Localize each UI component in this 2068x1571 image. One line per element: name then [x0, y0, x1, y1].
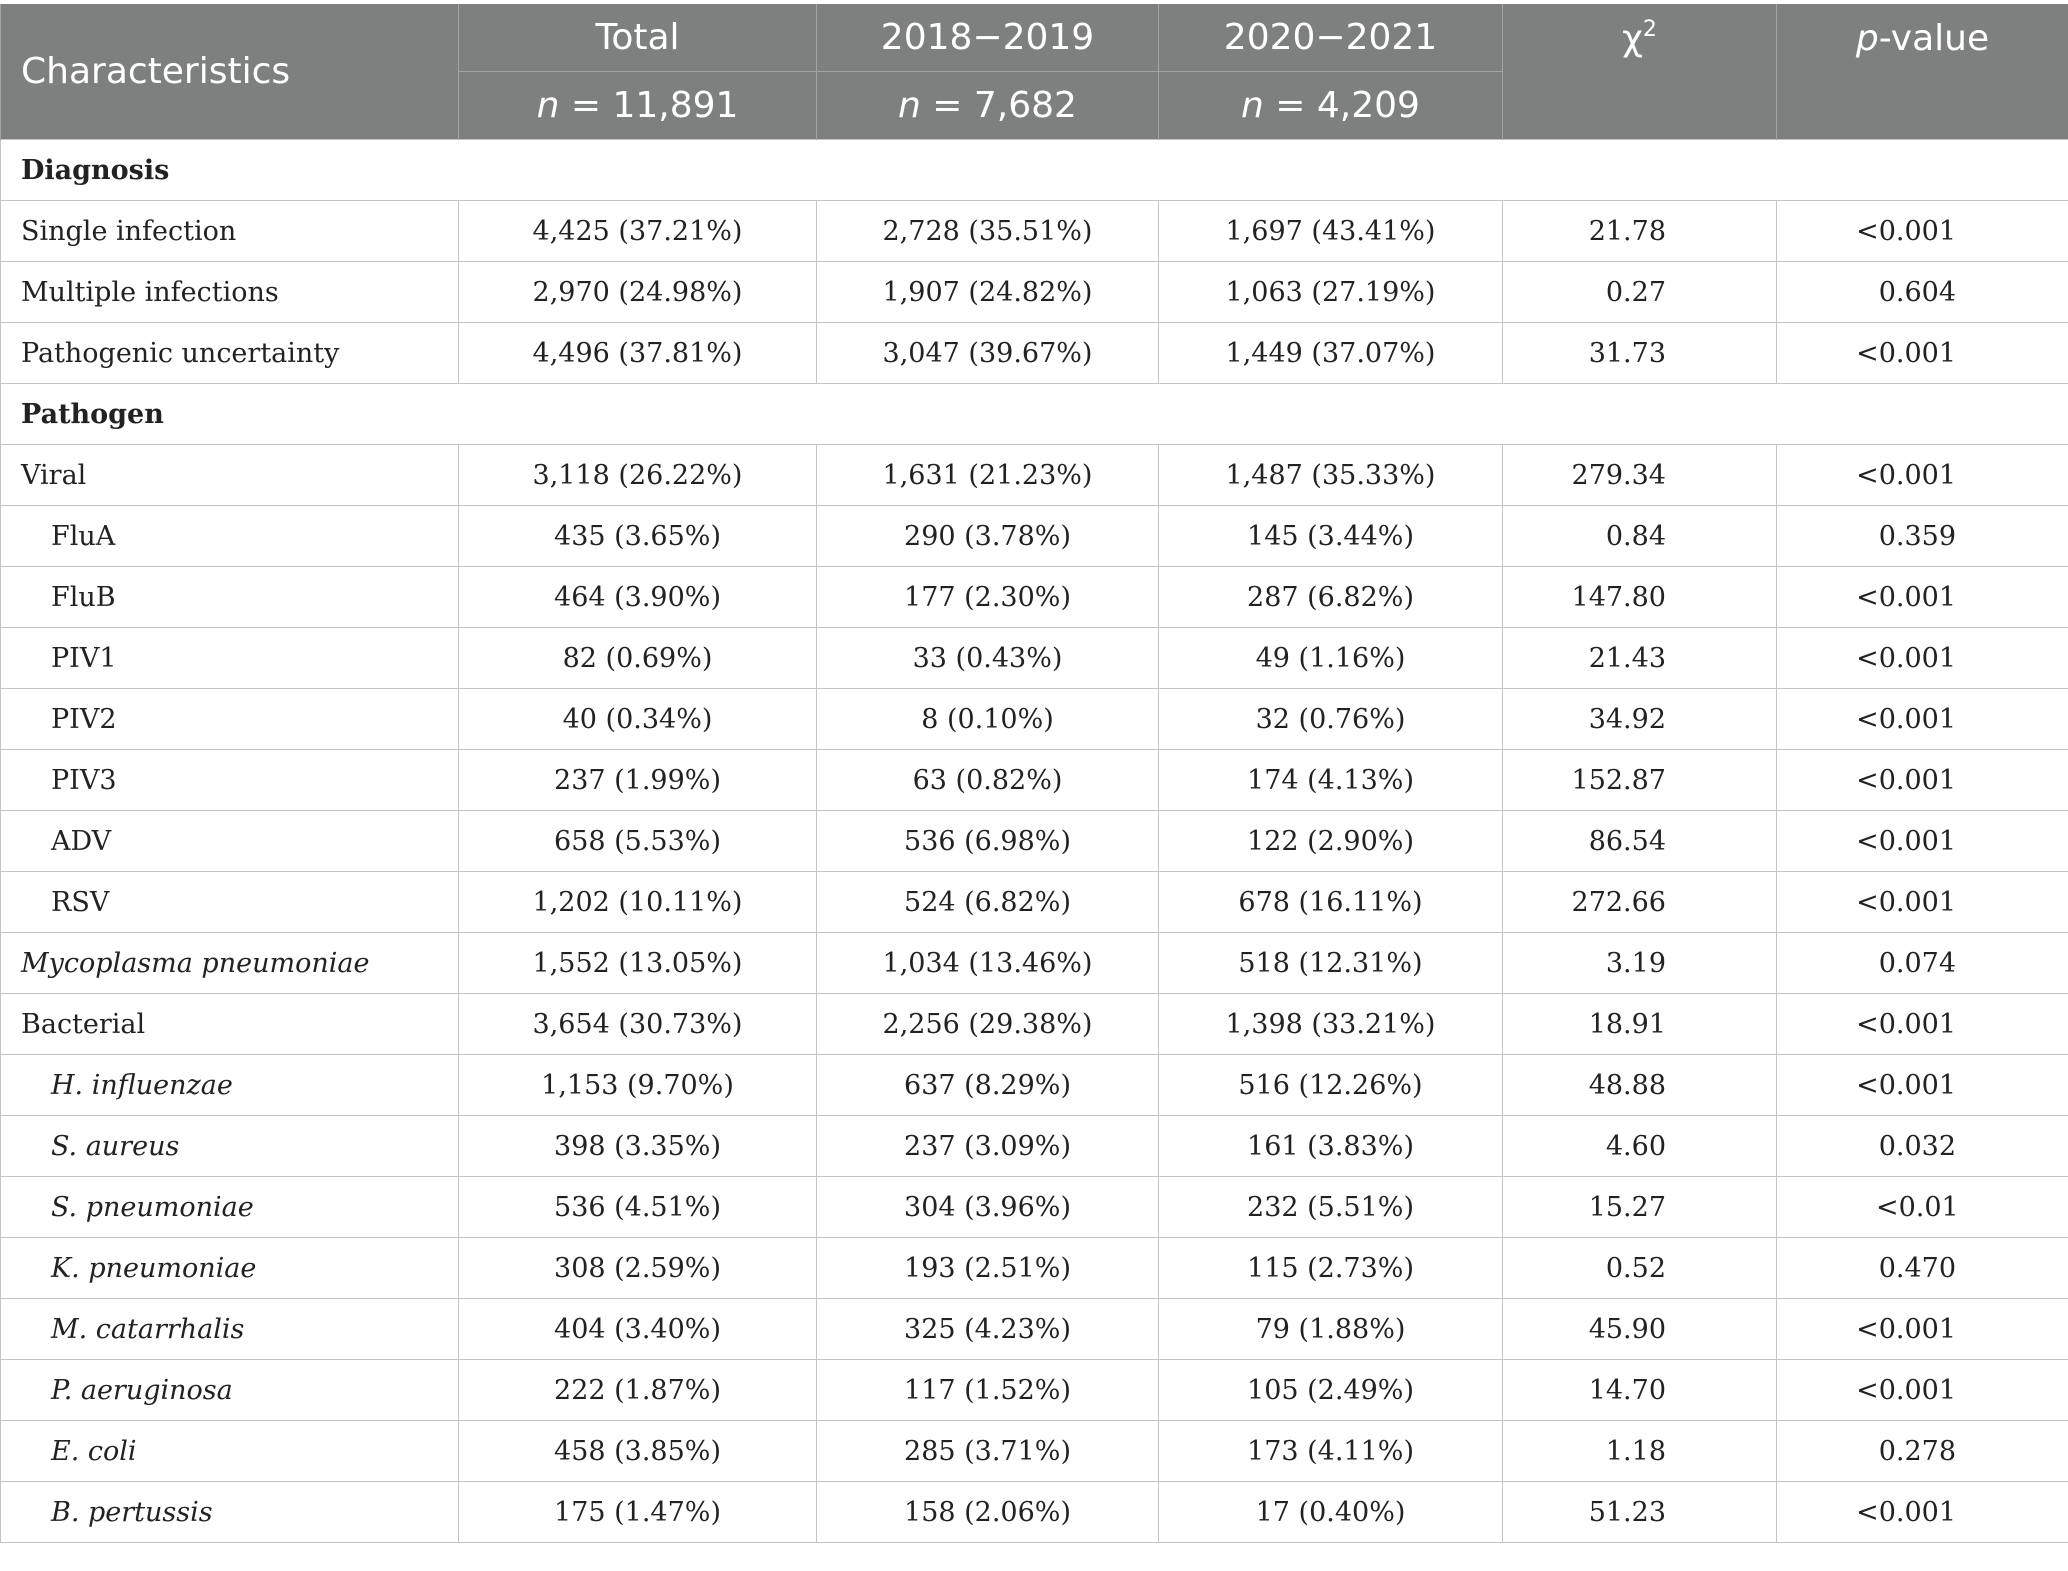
- table-row: [1, 445, 2068, 506]
- cell-chi-square: 0.52: [1503, 1238, 1777, 1299]
- row-label: FluA: [1, 506, 459, 567]
- cell-p-value: 0.470: [1777, 1238, 2068, 1299]
- cell-2020-2021: 174 (4.13%): [1159, 750, 1503, 811]
- table-row: [1, 262, 2068, 323]
- cell-p-value: <0.001: [1777, 445, 2068, 506]
- table-body: [1, 140, 2068, 1543]
- row-label: PIV2: [1, 689, 459, 750]
- cell-p-value: 0.604: [1777, 262, 2068, 323]
- n-period1-value: = 7,682: [920, 85, 1077, 126]
- cell-p-value: 0.074: [1777, 933, 2068, 994]
- cell-2020-2021: 518 (12.31%): [1159, 933, 1503, 994]
- row-label: Mycoplasma pneumoniae: [1, 933, 459, 994]
- table-row: [1, 872, 2068, 933]
- row-label: Multiple infections: [1, 262, 459, 323]
- cell-chi-square: 0.27: [1503, 262, 1777, 323]
- chi-superscript: 2: [1642, 17, 1657, 42]
- cell-2018-2019: 237 (3.09%): [817, 1116, 1159, 1177]
- header-total: Total: [459, 4, 817, 72]
- cell-p-value: <0.001: [1777, 1055, 2068, 1116]
- cell-2018-2019: 8 (0.10%): [817, 689, 1159, 750]
- cell-p-value: <0.001: [1777, 1360, 2068, 1421]
- section-title: Diagnosis: [1, 140, 2068, 201]
- header-p-value: [1777, 4, 2068, 140]
- header-n-2020-2021: [1159, 72, 1503, 140]
- cell-total: 3,118 (26.22%): [459, 445, 817, 506]
- cell-2020-2021: 232 (5.51%): [1159, 1177, 1503, 1238]
- cell-2018-2019: 3,047 (39.67%): [817, 323, 1159, 384]
- cell-chi-square: 34.92: [1503, 689, 1777, 750]
- cell-2018-2019: 285 (3.71%): [817, 1421, 1159, 1482]
- cell-p-value: <0.01: [1777, 1177, 2068, 1238]
- cell-chi-square: 272.66: [1503, 872, 1777, 933]
- characteristics-table: [0, 4, 2068, 1543]
- row-label: Single infection: [1, 201, 459, 262]
- cell-p-value: <0.001: [1777, 567, 2068, 628]
- cell-2020-2021: 105 (2.49%): [1159, 1360, 1503, 1421]
- cell-total: 398 (3.35%): [459, 1116, 817, 1177]
- cell-p-value: <0.001: [1777, 689, 2068, 750]
- table-row: [1, 811, 2068, 872]
- cell-p-value: <0.001: [1777, 628, 2068, 689]
- cell-chi-square: 51.23: [1503, 1482, 1777, 1543]
- cell-chi-square: 3.19: [1503, 933, 1777, 994]
- row-label: S. pneumoniae: [1, 1177, 459, 1238]
- cell-chi-square: 4.60: [1503, 1116, 1777, 1177]
- table-row: [1, 1238, 2068, 1299]
- row-label: FluB: [1, 567, 459, 628]
- row-label: M. catarrhalis: [1, 1299, 459, 1360]
- row-label: P. aeruginosa: [1, 1360, 459, 1421]
- table-row: [1, 689, 2068, 750]
- cell-p-value: <0.001: [1777, 994, 2068, 1055]
- cell-2020-2021: 17 (0.40%): [1159, 1482, 1503, 1543]
- cell-2020-2021: 32 (0.76%): [1159, 689, 1503, 750]
- cell-2020-2021: 145 (3.44%): [1159, 506, 1503, 567]
- cell-chi-square: 14.70: [1503, 1360, 1777, 1421]
- row-label: PIV1: [1, 628, 459, 689]
- table-row: [1, 201, 2068, 262]
- cell-2018-2019: 2,256 (29.38%): [817, 994, 1159, 1055]
- table-row: [1, 1299, 2068, 1360]
- cell-p-value: <0.001: [1777, 872, 2068, 933]
- cell-2020-2021: 287 (6.82%): [1159, 567, 1503, 628]
- section-title: Pathogen: [1, 384, 2068, 445]
- cell-p-value: 0.032: [1777, 1116, 2068, 1177]
- cell-p-value: <0.001: [1777, 750, 2068, 811]
- cell-2018-2019: 304 (3.96%): [817, 1177, 1159, 1238]
- cell-p-value: <0.001: [1777, 323, 2068, 384]
- chi-symbol: χ: [1622, 18, 1643, 59]
- row-label: B. pertussis: [1, 1482, 459, 1543]
- cell-chi-square: 1.18: [1503, 1421, 1777, 1482]
- cell-p-value: <0.001: [1777, 201, 2068, 262]
- cell-total: 222 (1.87%): [459, 1360, 817, 1421]
- cell-2018-2019: 637 (8.29%): [817, 1055, 1159, 1116]
- cell-2020-2021: 516 (12.26%): [1159, 1055, 1503, 1116]
- cell-total: 175 (1.47%): [459, 1482, 817, 1543]
- row-label: E. coli: [1, 1421, 459, 1482]
- table-row: [1, 323, 2068, 384]
- row-label: Pathogenic uncertainty: [1, 323, 459, 384]
- cell-p-value: <0.001: [1777, 1482, 2068, 1543]
- cell-2018-2019: 177 (2.30%): [817, 567, 1159, 628]
- cell-chi-square: 86.54: [1503, 811, 1777, 872]
- cell-p-value: 0.359: [1777, 506, 2068, 567]
- n-period2-value: = 4,209: [1263, 85, 1420, 126]
- section-row: [1, 140, 2068, 201]
- table-header: [1, 4, 2068, 140]
- cell-2018-2019: 33 (0.43%): [817, 628, 1159, 689]
- table-row: [1, 933, 2068, 994]
- cell-2018-2019: 193 (2.51%): [817, 1238, 1159, 1299]
- cell-chi-square: 18.91: [1503, 994, 1777, 1055]
- cell-2020-2021: 1,449 (37.07%): [1159, 323, 1503, 384]
- cell-chi-square: 31.73: [1503, 323, 1777, 384]
- cell-total: 4,496 (37.81%): [459, 323, 817, 384]
- cell-chi-square: 45.90: [1503, 1299, 1777, 1360]
- header-period-2018-2019: 2018−2019: [817, 4, 1159, 72]
- cell-2020-2021: 49 (1.16%): [1159, 628, 1503, 689]
- cell-2020-2021: 678 (16.11%): [1159, 872, 1503, 933]
- row-label: PIV3: [1, 750, 459, 811]
- n-italic: n: [536, 85, 560, 126]
- cell-2018-2019: 325 (4.23%): [817, 1299, 1159, 1360]
- cell-total: 464 (3.90%): [459, 567, 817, 628]
- cell-total: 458 (3.85%): [459, 1421, 817, 1482]
- cell-chi-square: 21.43: [1503, 628, 1777, 689]
- cell-total: 1,552 (13.05%): [459, 933, 817, 994]
- cell-2020-2021: 161 (3.83%): [1159, 1116, 1503, 1177]
- cell-2018-2019: 524 (6.82%): [817, 872, 1159, 933]
- row-label: Viral: [1, 445, 459, 506]
- cell-p-value: 0.278: [1777, 1421, 2068, 1482]
- cell-chi-square: 0.84: [1503, 506, 1777, 567]
- header-period-2020-2021: 2020−2021: [1159, 4, 1503, 72]
- row-label: ADV: [1, 811, 459, 872]
- cell-2018-2019: 63 (0.82%): [817, 750, 1159, 811]
- table-row: [1, 1421, 2068, 1482]
- table-row: [1, 1116, 2068, 1177]
- p-italic: p: [1855, 18, 1879, 59]
- cell-2018-2019: 158 (2.06%): [817, 1482, 1159, 1543]
- cell-total: 658 (5.53%): [459, 811, 817, 872]
- cell-2018-2019: 1,907 (24.82%): [817, 262, 1159, 323]
- table-row: [1, 1360, 2068, 1421]
- cell-2020-2021: 1,487 (35.33%): [1159, 445, 1503, 506]
- p-rest: -value: [1878, 18, 1990, 59]
- cell-2018-2019: 1,631 (21.23%): [817, 445, 1159, 506]
- n-italic: n: [898, 85, 921, 126]
- table-row: [1, 1177, 2068, 1238]
- header-n-total: [459, 72, 817, 140]
- cell-total: 3,654 (30.73%): [459, 994, 817, 1055]
- table-row: [1, 994, 2068, 1055]
- cell-p-value: <0.001: [1777, 811, 2068, 872]
- row-label: RSV: [1, 872, 459, 933]
- cell-chi-square: 147.80: [1503, 567, 1777, 628]
- cell-2020-2021: 122 (2.90%): [1159, 811, 1503, 872]
- cell-2020-2021: 1,063 (27.19%): [1159, 262, 1503, 323]
- cell-total: 435 (3.65%): [459, 506, 817, 567]
- cell-total: 1,202 (10.11%): [459, 872, 817, 933]
- cell-total: 1,153 (9.70%): [459, 1055, 817, 1116]
- n-italic: n: [1241, 85, 1264, 126]
- cell-total: 40 (0.34%): [459, 689, 817, 750]
- cell-chi-square: 279.34: [1503, 445, 1777, 506]
- cell-total: 536 (4.51%): [459, 1177, 817, 1238]
- cell-2018-2019: 536 (6.98%): [817, 811, 1159, 872]
- cell-p-value: <0.001: [1777, 1299, 2068, 1360]
- cell-chi-square: 15.27: [1503, 1177, 1777, 1238]
- cell-2020-2021: 1,398 (33.21%): [1159, 994, 1503, 1055]
- cell-total: 308 (2.59%): [459, 1238, 817, 1299]
- header-n-2018-2019: [817, 72, 1159, 140]
- cell-2018-2019: 117 (1.52%): [817, 1360, 1159, 1421]
- cell-2020-2021: 115 (2.73%): [1159, 1238, 1503, 1299]
- cell-total: 82 (0.69%): [459, 628, 817, 689]
- row-label: S. aureus: [1, 1116, 459, 1177]
- table-row: [1, 1482, 2068, 1543]
- header-row-top: [1, 4, 2068, 72]
- cell-total: 237 (1.99%): [459, 750, 817, 811]
- cell-2020-2021: 79 (1.88%): [1159, 1299, 1503, 1360]
- table-row: [1, 628, 2068, 689]
- cell-total: 4,425 (37.21%): [459, 201, 817, 262]
- cell-total: 404 (3.40%): [459, 1299, 817, 1360]
- n-total-value: = 11,891: [559, 85, 739, 126]
- cell-total: 2,970 (24.98%): [459, 262, 817, 323]
- cell-2020-2021: 173 (4.11%): [1159, 1421, 1503, 1482]
- section-row: [1, 384, 2068, 445]
- row-label: Bacterial: [1, 994, 459, 1055]
- cell-chi-square: 21.78: [1503, 201, 1777, 262]
- cell-chi-square: 48.88: [1503, 1055, 1777, 1116]
- cell-chi-square: 152.87: [1503, 750, 1777, 811]
- cell-2018-2019: 1,034 (13.46%): [817, 933, 1159, 994]
- table-row: [1, 750, 2068, 811]
- row-label: H. influenzae: [1, 1055, 459, 1116]
- row-label: K. pneumoniae: [1, 1238, 459, 1299]
- cell-2018-2019: 2,728 (35.51%): [817, 201, 1159, 262]
- table-row: [1, 567, 2068, 628]
- cell-2018-2019: 290 (3.78%): [817, 506, 1159, 567]
- table-row: [1, 1055, 2068, 1116]
- table-row: [1, 506, 2068, 567]
- header-characteristics: Characteristics: [1, 4, 459, 140]
- header-chi-square: [1503, 4, 1777, 140]
- cell-2020-2021: 1,697 (43.41%): [1159, 201, 1503, 262]
